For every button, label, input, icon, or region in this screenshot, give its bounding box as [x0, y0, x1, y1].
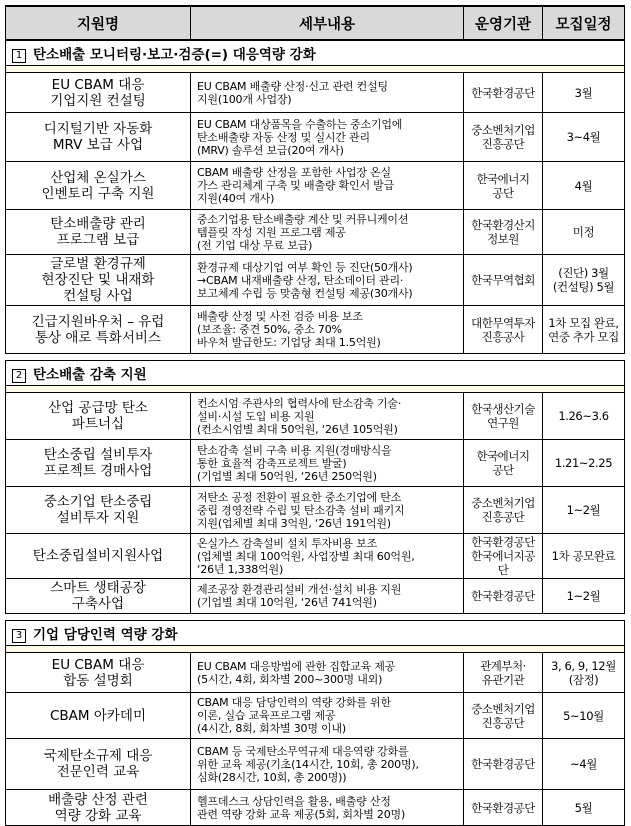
program-name: 탄소중립설비지원사업 — [6, 534, 191, 579]
table-row — [6, 210, 625, 255]
program-name: 탄소배출량 관리 프로그램 보급 — [6, 210, 191, 255]
table-row — [6, 534, 625, 579]
schedule: 1차 공모완료 — [543, 534, 625, 579]
section-title-cell — [6, 621, 625, 646]
header-detail: 세부내용 — [191, 6, 464, 40]
section-gap — [6, 614, 625, 621]
program-name: 산업 공급망 탄소 파트너십 — [6, 393, 191, 440]
program-name: 국제탄소규제 대응 전문인력 교육 — [6, 739, 191, 790]
section-header-row — [6, 40, 625, 66]
schedule: 4월 — [543, 162, 625, 210]
header-schedule: 모집일정 — [543, 6, 625, 40]
schedule: 5월 — [543, 790, 625, 826]
program-name: 배출량 산정 관련 역량 강화 교육 — [6, 790, 191, 826]
schedule: 3, 6, 9, 12월 (잠정) — [543, 653, 625, 693]
program-detail: CBAM 대응 담당인력의 역량 강화를 위한 이론, 실습 교육프로그램 제공 (4시간, 8회, 회차별 30명 이내) — [191, 693, 464, 739]
section-spacer-row — [6, 386, 625, 393]
operating-org: 한국에너지 공단 — [464, 440, 543, 487]
table-row — [6, 739, 625, 790]
program-detail: 탄소감축 설비 구축 비용 지원(경매방식을 통한 효율적 감축프로젝트 발굴) (기업별 최대 50억원, ‘26년 250억원) — [191, 440, 464, 487]
table-header-row — [6, 6, 625, 40]
section-number-box: 3 — [12, 629, 26, 643]
table-row — [6, 113, 625, 162]
program-detail: 제조공장 환경관리설비 개선·설치 비용 지원 (기업별 최대 10억원, ‘26년 741억원) — [191, 579, 464, 614]
section-header-row — [6, 361, 625, 386]
program-detail: CBAM 등 국제탄소무역규제 대응역량 강화를 위한 교육 제공(기초(14시간, 10회, 총 200명), 심화(28시간, 10회, 총 200명)) — [191, 739, 464, 790]
program-name: EU CBAM 대응 기업지원 컨설팅 — [6, 73, 191, 113]
section-number-box: 2 — [12, 369, 26, 383]
program-detail: 배출량 산정 및 사전 검증 비용 보조 (보조율: 중견 50%, 중소 70% 바우처 발급한도: 기업당 최대 1.5억원) — [191, 306, 464, 354]
program-detail: EU CBAM 대응방법에 관한 집합교육 제공 (5시간, 4회, 회차별 200~300명 내외) — [191, 653, 464, 693]
schedule: ~4월 — [543, 739, 625, 790]
program-detail: EU CBAM 대상품목을 수출하는 중소기업에 탄소배출량 자동 산정 및 실시간 관리 (MRV) 솔루션 보급(20여 개사) — [191, 113, 464, 162]
program-name: 디지털기반 자동화 MRV 보급 사업 — [6, 113, 191, 162]
table-row — [6, 790, 625, 826]
program-name: 탄소중립 설비투자 프로젝트 경매사업 — [6, 440, 191, 487]
section-title-cell — [6, 40, 625, 66]
section-gap — [6, 354, 625, 361]
operating-org: 한국무역협회 — [464, 255, 543, 306]
section-title: 탄소배출 모니터링·보고·검증(=) 대응역량 강화 — [33, 47, 316, 63]
program-name: 산업체 온실가스 인벤토리 구축 지원 — [6, 162, 191, 210]
program-table-container — [5, 5, 624, 826]
program-detail: 온실가스 감축설비 설치 투자비용 보조 (업체별 최대 100억원, 사업장별 최대 60억원, ‘26년 1,338억원) — [191, 534, 464, 579]
schedule: 3~4월 — [543, 113, 625, 162]
program-detail: 헬프데스크 상담인력을 활용, 배출량 산정 관련 역량 강화 교육 제공(5회, 회차별 20명) — [191, 790, 464, 826]
schedule: 1~2월 — [543, 579, 625, 614]
header-program: 지원명 — [6, 6, 191, 40]
table-row — [6, 306, 625, 354]
table-row — [6, 440, 625, 487]
operating-org: 한국환경공단 한국에너지공단 — [464, 534, 543, 579]
operating-org: 한국생산기술 연구원 — [464, 393, 543, 440]
section-spacer — [6, 66, 625, 73]
schedule: 1.26~3.6 — [543, 393, 625, 440]
operating-org: 한국에너지 공단 — [464, 162, 543, 210]
schedule: 미정 — [543, 210, 625, 255]
operating-org: 한국환경산지 정보원 — [464, 210, 543, 255]
schedule: 5~10월 — [543, 693, 625, 739]
table-body — [6, 40, 625, 826]
schedule: 1차 모집 완료, 연중 추가 모집 — [543, 306, 625, 354]
schedule: 1.21~2.25 — [543, 440, 625, 487]
operating-org: 중소벤처기업 진흥공단 — [464, 113, 543, 162]
section-title: 기업 담당인력 역량 강화 — [33, 627, 178, 643]
operating-org: 한국환경공단 — [464, 73, 543, 113]
table-row — [6, 255, 625, 306]
schedule: (진단) 3월 (컨설팅) 5월 — [543, 255, 625, 306]
table-row — [6, 579, 625, 614]
program-detail: 컨소시엄 주관사의 협력사에 탄소감축 기술· 설비·시설 도입 비용 지원 (컨소시엄별 최대 50억원, ‘26년 105억원) — [191, 393, 464, 440]
operating-org: 한국환경공단 — [464, 739, 543, 790]
program-detail: 저탄소 공정 전환이 필요한 중소기업에 탄소 중립 경영전략 수립 및 탄소감축 설비 패키지 지원(업체별 최대 3억원, ‘26년 191억원) — [191, 487, 464, 534]
program-detail: CBAM 배출량 산정을 포함한 사업장 온실 가스 관리체계 구축 및 배출량 확인서 발급 지원(40여 개사) — [191, 162, 464, 210]
table-row — [6, 162, 625, 210]
section-spacer-row — [6, 646, 625, 653]
table-row — [6, 487, 625, 534]
section-gap-row — [6, 354, 625, 361]
program-name: EU CBAM 대응 합동 설명회 — [6, 653, 191, 693]
schedule: 1~2월 — [543, 487, 625, 534]
program-detail: 중소기업용 탄소배출량 계산 및 커뮤니케이션 템플릿 작성 지원 프로그램 제공 (전 기업 대상 무료 보급) — [191, 210, 464, 255]
section-title: 탄소배출 감축 지원 — [33, 367, 147, 383]
program-name: 글로벌 환경규제 현장진단 및 내재화 컨설팅 사업 — [6, 255, 191, 306]
program-detail: EU CBAM 배출량 산정·신고 관련 컨설팅 지원(100개 사업장) — [191, 73, 464, 113]
program-name: 중소기업 탄소중립 설비투자 지원 — [6, 487, 191, 534]
operating-org: 한국환경공단 — [464, 579, 543, 614]
program-detail: 환경규제 대상기업 여부 확인 등 진단(50개사) →CBAM 내재배출량 산정, 탄소데이터 관리· 보고체계 수립 등 맞춤형 컨설팅 제공(30개사) — [191, 255, 464, 306]
table-row — [6, 73, 625, 113]
section-gap-row — [6, 614, 625, 621]
header-org: 운영기관 — [464, 6, 543, 40]
schedule: 3월 — [543, 73, 625, 113]
section-header-row — [6, 621, 625, 646]
program-table — [5, 5, 625, 826]
operating-org: 중소벤처기업 진흥공단 — [464, 693, 543, 739]
table-row — [6, 653, 625, 693]
section-spacer-row — [6, 66, 625, 73]
operating-org: 한국환경공단 — [464, 790, 543, 826]
operating-org: 대한무역투자 진흥공사 — [464, 306, 543, 354]
table-row — [6, 693, 625, 739]
section-title-cell — [6, 361, 625, 386]
section-number-box: 1 — [12, 49, 26, 63]
operating-org: 중소벤처기업 진흥공단 — [464, 487, 543, 534]
program-name: 긴급지원바우처 – 유럽 통상 애로 특화서비스 — [6, 306, 191, 354]
table-row — [6, 393, 625, 440]
section-spacer — [6, 646, 625, 653]
operating-org: 관계부처· 유관기관 — [464, 653, 543, 693]
program-name: CBAM 아카데미 — [6, 693, 191, 739]
section-spacer — [6, 386, 625, 393]
program-name: 스마트 생태공장 구축사업 — [6, 579, 191, 614]
